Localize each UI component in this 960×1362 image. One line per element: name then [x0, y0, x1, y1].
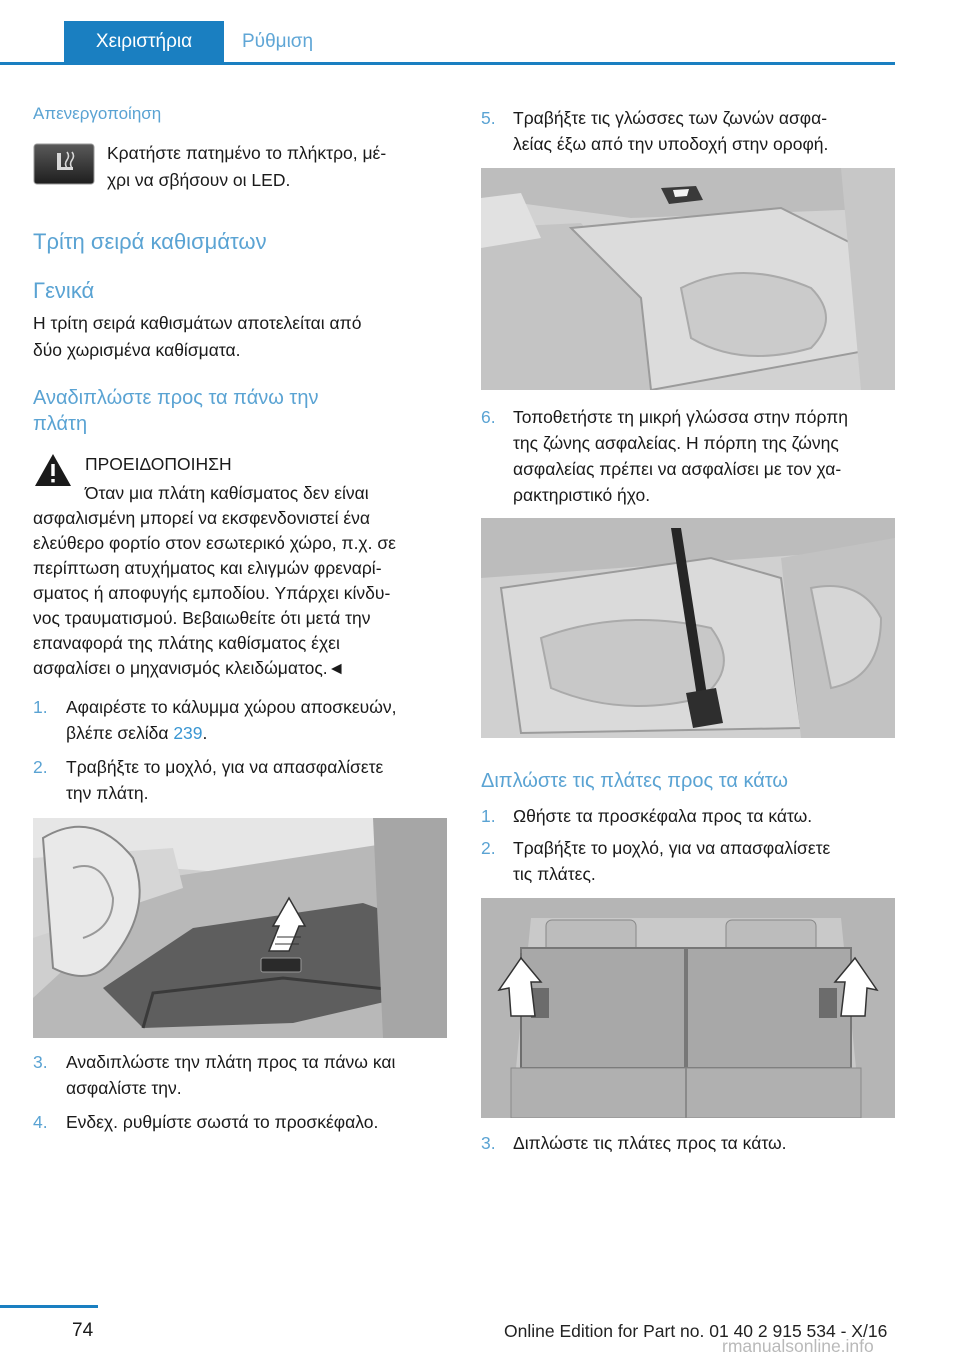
step-text-continued: την πλάτη. [66, 783, 149, 803]
step-text-continued: ασφαλείας πρέπει να ασφαλίσει με τον χα‐ [513, 459, 842, 479]
page-number: 74 [72, 1320, 94, 1341]
watermark: rmanualsonline.info [722, 1336, 874, 1356]
step-text-continued: τις πλάτες. [513, 864, 596, 884]
step-text: Τραβήξτε το μοχλό, για να απασφαλίσετε [66, 757, 384, 777]
step-number: 6. [481, 407, 496, 427]
step-text: Τοποθετήστε τη μικρή γλώσσα στην πόρπη [513, 407, 849, 427]
warning-triangle-icon [33, 451, 73, 489]
warning-line-6: νος τραυματισμού. Βεβαιωθείτε ότι μετά την [33, 608, 371, 628]
step-number: 2. [33, 757, 48, 777]
deactivate-text-line2: χρι να σβήσουν οι LED. [107, 170, 291, 190]
tab-settings[interactable]: Ρύθμιση [242, 31, 314, 52]
step-number: 2. [481, 838, 496, 858]
warning-line-1: Όταν μια πλάτη καθίσματος δεν είναι [85, 483, 369, 503]
warning-line-8: ασφαλίσει ο μηχανισμός κλειδώματος.◄ [33, 658, 345, 678]
page-link-239[interactable]: 239 [173, 723, 203, 743]
fold-up-heading-line1: Αναδιπλώστε προς τα πάνω την [33, 387, 319, 409]
seat-heating-button-icon [33, 143, 95, 185]
step-text: Διπλώστε τις πλάτες προς τα κάτω. [513, 1133, 787, 1153]
fold-up-heading-line2: πλάτη [33, 413, 88, 435]
belt-tongues-photo [481, 168, 895, 390]
belt-buckle-photo [481, 518, 895, 738]
deactivate-heading: Απενεργοποίηση [33, 104, 162, 123]
step-number: 5. [481, 108, 496, 128]
warning-line-5: σματος ή αποφυγής εμποδίου. Υπάρχει κίνδυ‐ [33, 583, 391, 603]
step-number: 3. [33, 1052, 48, 1072]
seatback-lever-photo [33, 818, 447, 1038]
step-text-continued [66, 721, 207, 746]
edition-text: Online Edition for Part no. 01 40 2 915 534 - X/16 [504, 1321, 888, 1341]
header-tabs [0, 0, 895, 65]
general-text-line1: Η τρίτη σειρά καθισμάτων αποτελείται από [33, 313, 362, 333]
warning-line-2: ασφαλισμένη μπορεί να εκσφενδονιστεί ένα [33, 508, 371, 528]
step-text-continued: της ζώνης ασφαλείας. Η πόρπη της ζώνης [513, 433, 839, 453]
fold-down-heading: Διπλώστε τις πλάτες προς τα κάτω [481, 770, 789, 792]
step-text-suffix: . [202, 723, 208, 743]
step-text: Αφαιρέστε το κάλυμμα χώρου αποσκευών, [66, 697, 397, 717]
step-text: Τραβήξτε τις γλώσσες των ζωνών ασφα‐ [513, 108, 828, 128]
step-text: Αναδιπλώστε την πλάτη προς τα πάνω και [66, 1052, 396, 1072]
tab-controls[interactable]: Χειριστήρια [64, 21, 224, 62]
step-text-continued: ασφαλίστε την. [66, 1078, 182, 1098]
warning-title: ΠΡΟΕΙΔΟΠΟΙΗΣΗ [85, 454, 232, 474]
footer-accent-line [0, 1305, 98, 1308]
step-text: Τραβήξτε το μοχλό, για να απασφαλίσετε [513, 838, 831, 858]
section-title: Τρίτη σειρά καθισμάτων [33, 229, 267, 254]
deactivate-text-line1: Κρατήστε πατημένο το πλήκτρο, μέ‐ [107, 143, 387, 163]
general-heading: Γενικά [33, 278, 95, 303]
warning-line-3: ελεύθερο φορτίο στον εσωτερικό χώρο, π.χ. σε [33, 533, 396, 553]
step-number: 1. [481, 806, 496, 826]
step-text-prefix: βλέπε σελίδα [66, 723, 174, 743]
warning-line-4: περίπτωση ατυχήματος και ελιγμών φρεναρί‐ [33, 558, 382, 578]
step-text: Ενδεχ. ρυθμίστε σωστά το προσκέφαλο. [66, 1112, 379, 1132]
step-text: Ωθήστε τα προσκέφαλα προς τα κάτω. [513, 806, 813, 826]
step-number: 4. [33, 1112, 48, 1132]
step-text-continued: λείας έξω από την υποδοχή στην οροφή. [513, 134, 829, 154]
step-number: 1. [33, 697, 48, 717]
step-text-continued: ρακτηριστικό ήχο. [513, 485, 651, 505]
step-number: 3. [481, 1133, 496, 1153]
warning-line-7: επαναφορά της πλάτης καθίσματος έχει [33, 633, 340, 653]
seatbacks-fold-photo [481, 898, 895, 1118]
general-text-line2: δύο χωρισμένα καθίσματα. [33, 340, 241, 360]
